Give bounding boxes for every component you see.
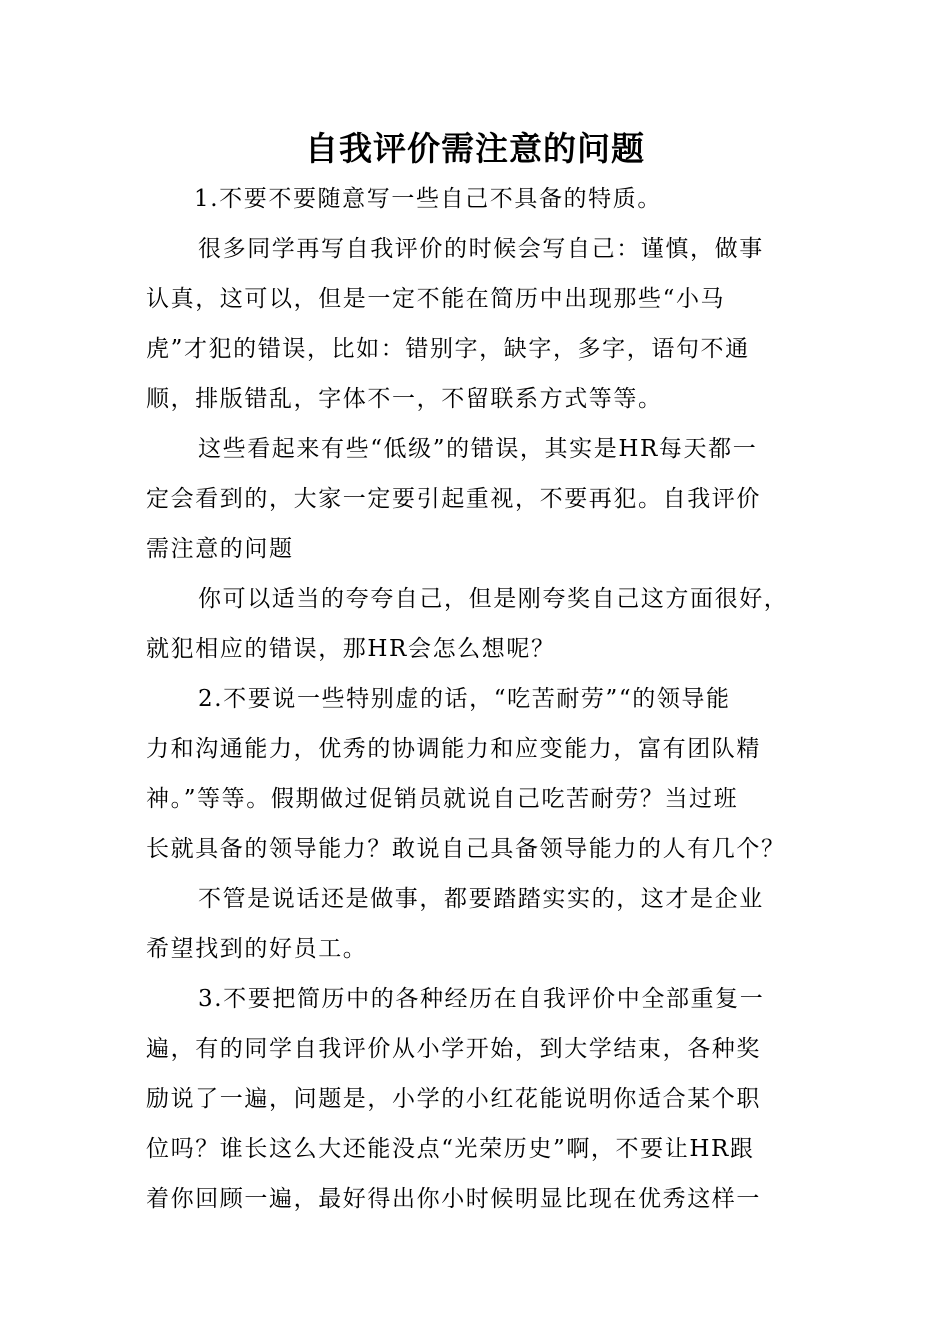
text-line: 长就具备的领导能力？敢说自己具备领导能力的人有几个？ (146, 836, 786, 862)
text-line: 2.不要说一些特别虚的话，“吃苦耐劳”“的领导能 (198, 686, 731, 712)
text-line: 定会看到的，大家一定要引起重视，不要再犯。自我评价 (146, 486, 761, 512)
text-line: 顺，排版错乱，字体不一，不留联系方式等等。 (146, 386, 663, 412)
text-line: 着你回顾一遍，最好得出你小时候明显比现在优秀这样一 (146, 1186, 761, 1212)
text-line: 励说了一遍，问题是，小学的小红花能说明你适合某个职 (146, 1086, 761, 1112)
text-line: 很多同学再写自我评价的时候会写自己：谨慎，做事 (198, 236, 764, 262)
text-line: 认真，这可以，但是一定不能在简历中出现那些“小马 (146, 286, 726, 312)
text-line: 遍，有的同学自我评价从小学开始，到大学结束，各种奖 (146, 1036, 761, 1062)
text-line: 这些看起来有些“低级”的错误，其实是HR每天都一 (198, 436, 758, 462)
text-line: 力和沟通能力，优秀的协调能力和应变能力，富有团队精 (146, 736, 761, 762)
text-line: 3.不要把简历中的各种经历在自我评价中全部重复一 (198, 986, 765, 1012)
text-line: 不管是说话还是做事，都要踏踏实实的，这才是企业 (198, 886, 764, 912)
text-line: 就犯相应的错误，那HR会怎么想呢？ (146, 636, 556, 662)
text-line: 1.不要不要随意写一些自己不具备的特质。 (194, 186, 662, 212)
text-line: 神。”等等。假期做过促销员就说自己吃苦耐劳？当过班 (146, 786, 739, 812)
text-line: 你可以适当的夸夸自己，但是刚夸奖自己这方面很好， (198, 586, 789, 612)
text-line: 虎”才犯的错误，比如：错别字，缺字，多字，语句不通 (146, 336, 750, 362)
text-line: 需注意的问题 (146, 536, 294, 562)
text-line: 希望找到的好员工。 (146, 936, 368, 962)
document-title: 自我评价需注意的问题 (305, 129, 645, 168)
text-line: 位吗？谁长这么大还能没点“光荣历史”啊，不要让HR跟 (146, 1136, 755, 1162)
